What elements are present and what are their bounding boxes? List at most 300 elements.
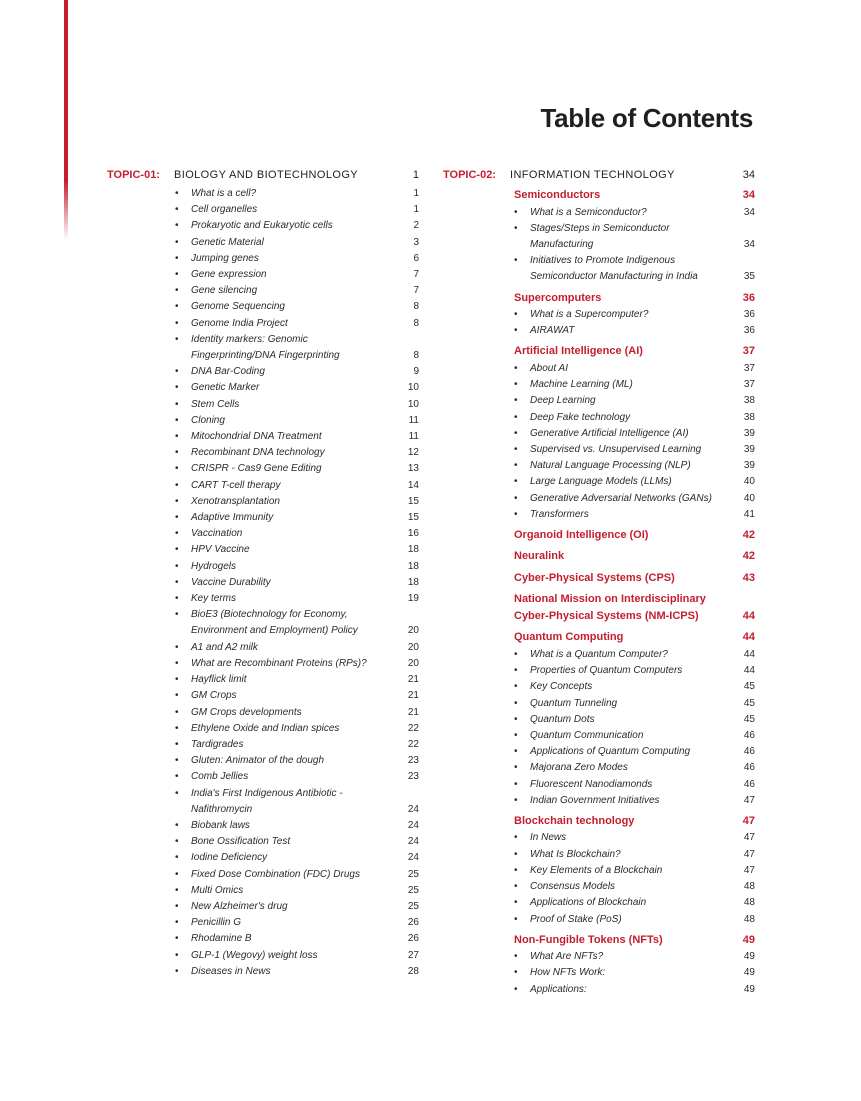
toc-entry-label: Fluorescent Nanodiamonds [530,778,653,790]
toc-entry-label: Natural Language Processing (NLP) [530,460,691,472]
toc-entry[interactable] [514,377,755,393]
toc-entry-label: Initiatives to Promote Indigenous Semiconductor Manufacturing in India [530,255,698,283]
toc-entry-label: Adaptive Immunity [191,512,274,524]
section-page-number: 42 [742,528,755,541]
toc-entry-label: New Alzheimer's drug [191,900,288,912]
bullet-icon: • [514,746,518,758]
bullet-icon: • [175,965,179,977]
toc-entry[interactable] [175,316,419,332]
section-block [514,570,755,591]
toc-entry[interactable] [175,672,419,688]
toc-entry-page-number: 20 [407,625,419,637]
bullet-icon: • [175,900,179,912]
toc-entry[interactable] [514,679,755,695]
toc-entry-label: HPV Vaccine [191,544,250,556]
toc-entry-page-number: 25 [407,868,419,880]
bullet-icon: • [175,609,179,621]
toc-entry-label: Machine Learning (ML) [530,379,633,391]
section-block [514,548,755,569]
toc-entry[interactable] [175,364,419,380]
toc-entry[interactable] [175,931,419,947]
toc-entry-label: Transformers [530,508,589,520]
toc-entry[interactable] [175,559,419,575]
toc-entry-label: Stages/Steps in Semiconductor Manufacturing [530,222,670,250]
toc-entry-page-number: 10 [407,382,419,394]
section-heading[interactable] [514,527,755,544]
toc-entry[interactable] [175,818,419,834]
topic-title: BIOLOGY AND BIOTECHNOLOGY [174,169,359,181]
toc-entry[interactable] [175,883,419,899]
toc-entry[interactable] [175,591,419,607]
bullet-icon: • [514,476,518,488]
bullet-icon: • [514,729,518,741]
toc-entry-label: Proof of Stake (PoS) [530,913,622,925]
toc-entry-label: Prokaryotic and Eukaryotic cells [191,220,333,232]
toc-entry-page-number: 7 [413,285,419,297]
toc-entry-page-number: 20 [407,657,419,669]
toc-entry-label: Gluten: Animator of the dough [191,755,325,767]
page-title: Table of Contents [540,103,753,133]
bullet-icon: • [175,787,179,799]
section-item-list [514,830,755,927]
toc-entry-page-number: 24 [407,803,419,815]
bullet-icon: • [514,460,518,472]
toc-entry-page-number: 10 [407,398,419,410]
toc-entry[interactable] [514,949,755,965]
toc-entry[interactable] [175,786,419,818]
bullet-icon: • [514,427,518,439]
toc-entry-page-number: 49 [743,951,755,963]
topic-01-header[interactable] [107,169,419,185]
toc-entry-page-number: 6 [413,252,419,264]
toc-entry-page-number: 47 [743,848,755,860]
toc-entry-page-number: 26 [407,933,419,945]
section-page-number: 44 [742,609,755,622]
section-heading[interactable] [514,813,755,830]
toc-entry-label: Key Elements of a Blockchain [530,864,663,876]
section-item-list [514,205,755,286]
toc-entry-page-number: 41 [743,508,755,520]
toc-entry[interactable] [175,705,419,721]
toc-entry[interactable] [175,948,419,964]
bullet-icon: • [175,933,179,945]
toc-entry[interactable] [175,964,419,980]
toc-entry-label: Iodine Deficiency [191,852,268,864]
section-item-list [514,949,755,998]
toc-entry[interactable] [514,426,755,442]
toc-entry[interactable] [175,332,419,364]
toc-entry-page-number: 20 [407,641,419,653]
toc-entry-page-number: 45 [743,713,755,725]
toc-entry-page-number: 47 [743,794,755,806]
toc-entry-page-number: 12 [407,447,419,459]
toc-entry-page-number: 9 [413,366,419,378]
toc-entry-page-number: 21 [407,690,419,702]
topic-02-header[interactable] [443,169,755,185]
toc-entry[interactable] [175,834,419,850]
toc-entry[interactable] [514,442,755,458]
toc-entry-label: Vaccination [191,528,243,540]
toc-entry-page-number: 8 [413,350,419,362]
bullet-icon: • [175,884,179,896]
toc-entry[interactable] [175,186,419,202]
toc-entry-page-number: 44 [743,665,755,677]
toc-entry[interactable] [514,744,755,760]
toc-entry[interactable] [175,607,419,639]
toc-entry-label: How NFTs Work: [530,967,606,979]
toc-entry[interactable] [514,895,755,911]
toc-entry-page-number: 45 [743,681,755,693]
toc-entry[interactable] [514,793,755,809]
section-title: Semiconductors [514,189,601,201]
topic-page-number: 34 [742,169,755,181]
toc-entry-page-number: 37 [743,362,755,374]
toc-entry[interactable] [175,283,419,299]
toc-entry-page-number: 18 [407,544,419,556]
toc-entry-page-number: 18 [407,560,419,572]
toc-entry-page-number: 46 [743,729,755,741]
toc-entry-page-number: 36 [743,309,755,321]
toc-entry[interactable] [175,688,419,704]
toc-entry[interactable] [514,760,755,776]
toc-entry-page-number: 11 [408,414,419,426]
toc-entry[interactable] [514,458,755,474]
bullet-icon: • [175,398,179,410]
section-title: Quantum Computing [514,631,624,644]
bullet-icon: • [175,738,179,750]
bullet-icon: • [514,848,518,860]
toc-entry-label: Comb Jellies [191,771,249,783]
toc-entry-label: Consensus Models [530,881,616,893]
toc-entry-page-number: 13 [407,463,419,475]
toc-entry-label: CRISPR - Cas9 Gene Editing [191,463,322,475]
toc-entry[interactable] [175,251,419,267]
toc-entry-label: BioE3 (Biotechnology for Economy, Environment and Employment) Policy [191,609,358,637]
toc-entry-label: Ethylene Oxide and Indian spices [191,722,340,734]
toc-entry-page-number: 8 [413,317,419,329]
toc-entry[interactable] [175,640,419,656]
toc-entry-page-number: 34 [743,238,755,250]
toc-entry[interactable] [175,299,419,315]
bullet-icon: • [514,665,518,677]
bullet-icon: • [514,864,518,876]
toc-entry-label: Key Concepts [530,681,593,693]
bullet-icon: • [175,495,179,507]
toc-entry-label: Biobank laws [191,819,250,831]
toc-entry-page-number: 25 [407,900,419,912]
bullet-icon: • [175,447,179,459]
toc-entry[interactable] [175,494,419,510]
toc-entry-label: Gene expression [191,269,267,281]
toc-entry-page-number: 24 [407,836,419,848]
toc-entry-label: CART T-cell therapy [191,479,281,491]
toc-entry-label: Tardigrades [191,738,244,750]
toc-entry-page-number: 21 [407,706,419,718]
bullet-icon: • [175,690,179,702]
topic-01-column [107,169,419,980]
toc-entry-label: Jumping genes [191,252,259,264]
section-item-list [514,361,755,523]
toc-entry-label: Penicillin G [191,917,242,929]
toc-entry[interactable] [514,323,755,339]
toc-entry[interactable] [514,253,755,285]
section-block [514,813,755,931]
toc-entry[interactable] [514,361,755,377]
bullet-icon: • [175,317,179,329]
toc-entry-label: Cell organelles [191,204,258,216]
toc-entry-label: Diseases in News [191,965,271,977]
toc-entry[interactable] [175,202,419,218]
bullet-icon: • [175,204,179,216]
section-title: Non-Fungible Tokens (NFTs) [514,933,663,946]
section-heading[interactable] [514,570,755,587]
toc-entry[interactable] [175,850,419,866]
section-heading[interactable] [514,629,755,646]
toc-entry[interactable] [175,575,419,591]
bullet-icon: • [175,641,179,653]
toc-entry[interactable] [175,656,419,672]
toc-entry-label: Generative Artificial Intelligence (AI) [530,427,689,439]
bullet-icon: • [514,222,518,234]
bullet-icon: • [514,967,518,979]
toc-entry-page-number: 36 [743,325,755,337]
bullet-icon: • [175,188,179,199]
bullet-icon: • [175,706,179,718]
toc-entry[interactable] [514,393,755,409]
toc-entry-label: What is a Semiconductor? [530,206,647,218]
toc-entry-label: GLP-1 (Wegovy) weight loss [191,949,318,961]
toc-entry-page-number: 23 [407,771,419,783]
topic-02-column [443,169,755,1001]
toc-entry-label: Indian Government Initiatives [530,794,660,806]
toc-entry[interactable] [175,478,419,494]
bullet-icon: • [175,949,179,961]
toc-entry-label: A1 and A2 milk [191,641,258,653]
bullet-icon: • [175,333,179,345]
toc-entry[interactable] [514,507,755,523]
toc-entry-page-number: 18 [407,576,419,588]
toc-entry-label: Mitochondrial DNA Treatment [191,431,322,443]
toc-entry[interactable] [514,696,755,712]
section-page-number: 49 [742,933,755,946]
section-block [514,343,755,526]
toc-entry[interactable] [175,413,419,429]
toc-entry-page-number: 1 [413,188,419,199]
bullet-icon: • [175,576,179,588]
toc-entry-page-number: 22 [407,722,419,734]
toc-entry[interactable] [514,982,755,998]
toc-entry-label: Applications of Quantum Computing [530,746,691,758]
bullet-icon: • [514,411,518,423]
toc-entry[interactable] [175,235,419,251]
toc-entry-label: Identity markers: Genomic Fingerprinting/DNA Fingerprinting [191,333,340,362]
toc-entry-label: Genetic Marker [191,382,260,394]
bullet-icon: • [175,852,179,864]
toc-entry-page-number: 25 [407,884,419,896]
section-heading[interactable] [514,290,755,307]
section-heading[interactable] [514,187,755,204]
toc-entry[interactable] [175,526,419,542]
toc-entry[interactable] [514,712,755,728]
toc-entry-label: Gene silencing [191,285,258,297]
toc-entry-label: Hayflick limit [191,674,247,686]
toc-entry[interactable] [514,474,755,490]
toc-entry[interactable] [175,899,419,915]
toc-entry[interactable] [514,205,755,221]
toc-entry-label: Stem Cells [191,398,240,410]
toc-entry[interactable] [175,380,419,396]
section-heading[interactable] [514,932,755,949]
toc-entry[interactable] [175,218,419,234]
toc-entry[interactable] [514,491,755,507]
section-heading[interactable] [514,548,755,565]
toc-entry-page-number: 7 [413,269,419,281]
toc-entry[interactable] [175,867,419,883]
bullet-icon: • [514,881,518,893]
topic-title: INFORMATION TECHNOLOGY [510,169,675,181]
bullet-icon: • [175,236,179,248]
toc-entry-label: Rhodamine B [191,933,252,945]
bullet-icon: • [175,479,179,491]
section-page-number: 43 [742,571,755,584]
toc-entry[interactable] [175,769,419,785]
topic-code: TOPIC-02: [443,169,496,181]
toc-entry-page-number: 48 [743,881,755,893]
section-title: Artificial Intelligence (AI) [514,345,643,358]
toc-entry[interactable] [175,429,419,445]
toc-entry-page-number: 46 [743,778,755,790]
toc-entry-page-number: 2 [413,220,419,232]
toc-entry-page-number: 44 [743,648,755,660]
toc-entry[interactable] [514,307,755,323]
section-page-number: 47 [742,814,755,827]
section-block [514,527,755,548]
bullet-icon: • [175,771,179,783]
toc-entry-label: Applications: [530,983,587,995]
toc-entry-label: Hydrogels [191,560,237,572]
bullet-icon: • [175,560,179,572]
toc-entry-label: Quantum Tunneling [530,697,618,709]
toc-entry-page-number: 14 [407,479,419,491]
section-title: Neuralink [514,550,565,563]
bullet-icon: • [514,508,518,520]
bullet-icon: • [175,301,179,313]
toc-entry[interactable] [514,879,755,895]
toc-entry[interactable] [514,830,755,846]
bullet-icon: • [514,443,518,455]
toc-entry-label: What are Recombinant Proteins (RPs)? [191,657,367,669]
toc-entry-page-number: 27 [407,949,419,961]
toc-entry[interactable] [514,863,755,879]
toc-entry[interactable] [175,915,419,931]
toc-entry-label: Vaccine Durability [191,576,271,588]
toc-entry-page-number: 1 [413,204,419,216]
toc-entry-page-number: 39 [743,443,755,455]
toc-entry[interactable] [175,445,419,461]
toc-entry-label: Quantum Communication [530,729,644,741]
toc-entry-label: What Is Blockchain? [530,848,621,860]
toc-entry[interactable] [514,647,755,663]
toc-entry-page-number: 3 [413,236,419,248]
bullet-icon: • [175,544,179,556]
toc-entry-label: Key terms [191,593,237,605]
section-heading[interactable] [514,591,755,624]
toc-entry-label: What is a cell? [191,188,257,199]
bullet-icon: • [175,414,179,426]
toc-entry-page-number: 40 [743,476,755,488]
toc-entry[interactable] [514,847,755,863]
bullet-icon: • [175,593,179,605]
toc-entry[interactable] [175,510,419,526]
section-heading[interactable] [514,343,755,360]
toc-entry-page-number: 40 [743,492,755,504]
toc-entry[interactable] [514,221,755,253]
section-title: Cyber-Physical Systems (CPS) [514,571,675,584]
bullet-icon: • [514,362,518,374]
toc-entry-label: Quantum Dots [530,713,595,725]
toc-entry-page-number: 15 [407,512,419,524]
toc-entry-page-number: 24 [407,852,419,864]
bullet-icon: • [175,285,179,297]
toc-entry-label: Genome Sequencing [191,301,285,313]
toc-entry-page-number: 23 [407,755,419,767]
bullet-icon: • [175,382,179,394]
toc-entry-label: DNA Bar-Coding [191,366,265,378]
bullet-icon: • [514,206,518,218]
section-page-number: 44 [742,631,755,644]
toc-entry[interactable] [175,737,419,753]
bullet-icon: • [175,722,179,734]
section-page-number: 42 [742,550,755,563]
toc-entry-page-number: 26 [407,917,419,929]
section-title: Blockchain technology [514,814,635,827]
toc-entry[interactable] [514,728,755,744]
bullet-icon: • [514,697,518,709]
toc-entry[interactable] [514,410,755,426]
toc-entry[interactable] [175,753,419,769]
bullet-icon: • [175,366,179,378]
toc-entry[interactable] [514,965,755,981]
toc-entry[interactable] [514,777,755,793]
red-accent-bar [64,0,68,240]
toc-entry-page-number: 45 [743,697,755,709]
toc-entry-page-number: 24 [407,819,419,831]
section-block [514,629,755,812]
toc-entry[interactable] [175,461,419,477]
toc-entry-label: India's First Indigenous Antibiotic - Nafithromycin [191,787,343,815]
toc-entry-label: What is a Quantum Computer? [530,648,668,660]
toc-entry[interactable] [175,267,419,283]
toc-entry-page-number: 8 [413,301,419,313]
toc-entry[interactable] [175,721,419,737]
toc-entry-label: What is a Supercomputer? [530,309,649,321]
topic-02-sections [443,187,755,1001]
bullet-icon: • [514,325,518,337]
toc-entry[interactable] [514,912,755,928]
bullet-icon: • [514,913,518,925]
toc-entry-page-number: 46 [743,746,755,758]
toc-entry-label: Deep Fake technology [530,411,631,423]
bullet-icon: • [175,917,179,929]
toc-entry[interactable] [175,397,419,413]
bullet-icon: • [514,897,518,909]
toc-entry[interactable] [514,663,755,679]
toc-entry-page-number: 47 [743,864,755,876]
topic-code: TOPIC-01: [107,169,160,181]
toc-entry-label: Genetic Material [191,236,264,248]
toc-entry[interactable] [175,542,419,558]
toc-entry-page-number: 39 [743,427,755,439]
